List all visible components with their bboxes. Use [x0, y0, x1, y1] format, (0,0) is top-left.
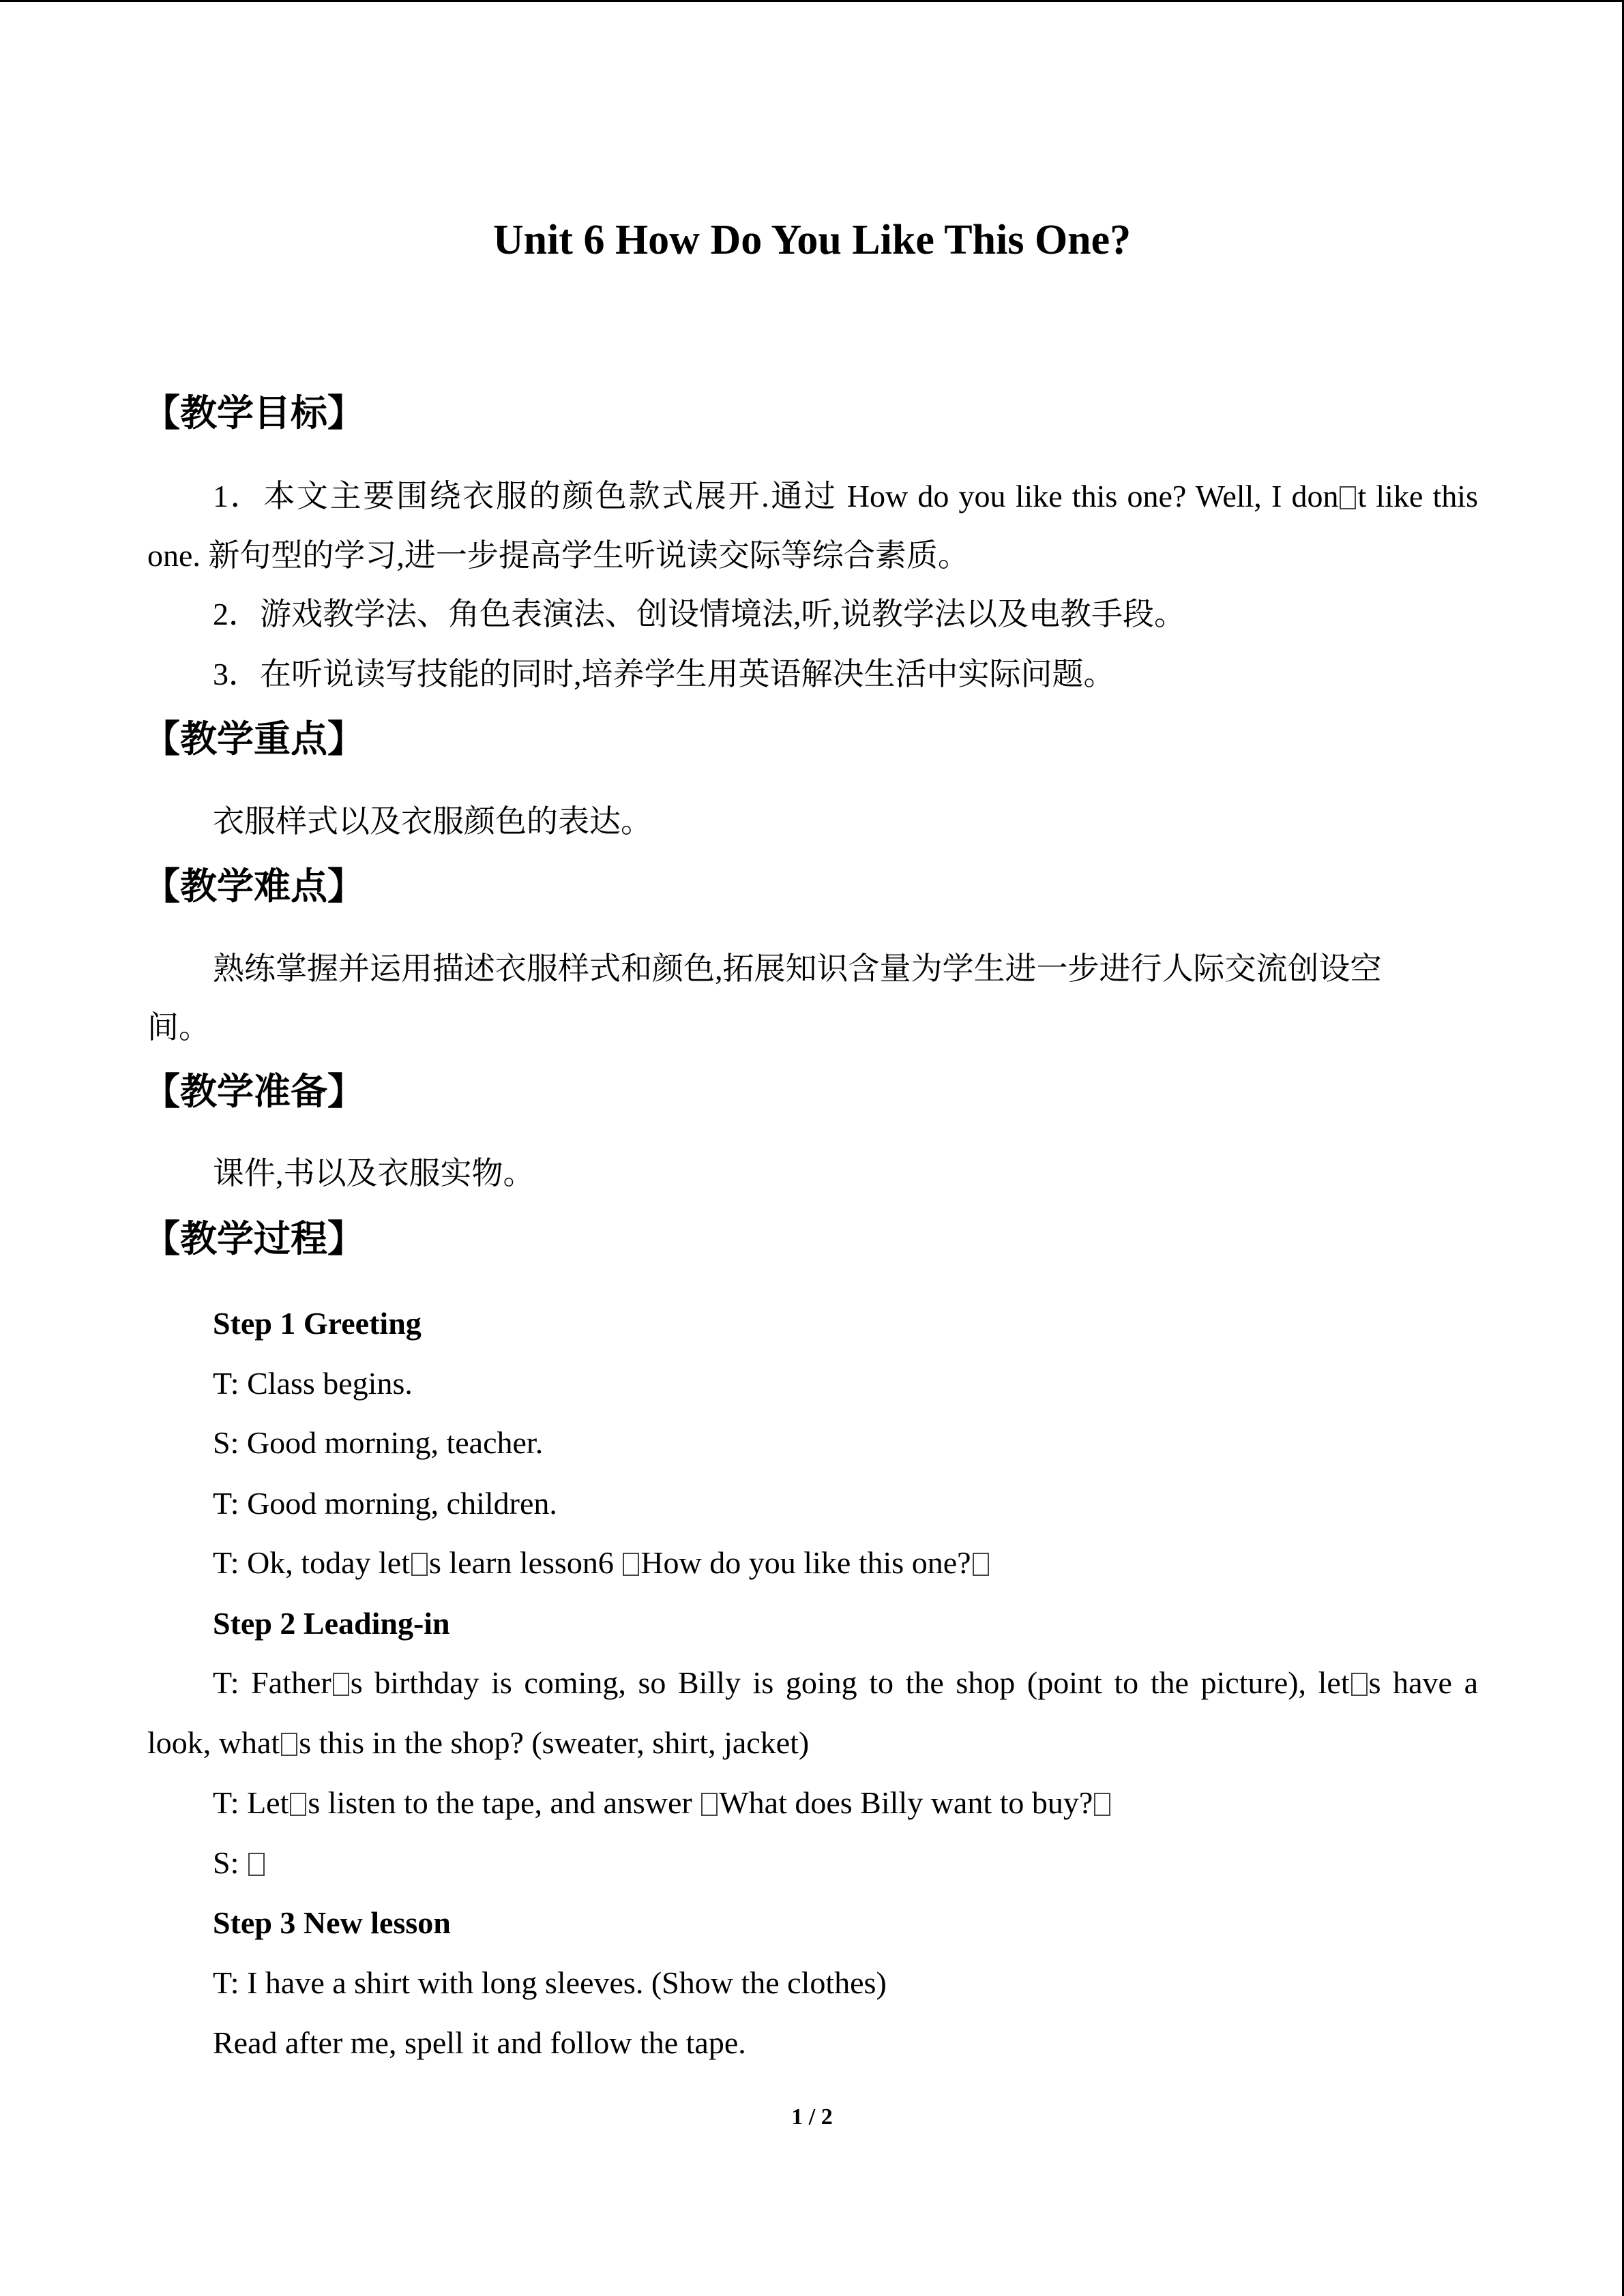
objective-item-1-line-1: 1．本文主要围绕衣服的颜色款式展开.通过 How do you like this one? Well, I don t like this [213, 479, 1478, 513]
step-2-line-3: T: Let s listen to the tape, and answer What does Billy want to buy? [213, 1782, 1112, 1824]
missing-glyph-box [248, 1853, 265, 1876]
step-3-line-1: T: I have a shirt with long sleeves. (Show the clothes) [213, 1965, 887, 2000]
step-1-title: Step 1 Greeting [213, 1306, 422, 1341]
key-points-text: 衣服样式以及衣服颜色的表达。 [213, 804, 652, 839]
key-points-heading: 【教学重点】 [143, 717, 364, 760]
preparation-heading: 【教学准备】 [143, 1070, 364, 1113]
step-3-title: Step 3 New lesson [213, 1905, 451, 1940]
missing-glyph-box [623, 1553, 639, 1576]
objective-item-2: 2．游戏教学法、角色表演法、创设情境法,听,说教学法以及电教手段。 [213, 597, 1185, 631]
step-2-line-4: S: [213, 1842, 266, 1884]
missing-glyph-box [973, 1553, 989, 1576]
step-1-line-2: S: Good morning, teacher. [213, 1425, 544, 1460]
missing-glyph-box [701, 1793, 718, 1816]
process-heading: 【教学过程】 [143, 1217, 364, 1260]
missing-glyph-box [1094, 1793, 1110, 1816]
objective-item-1-line-2: one. 新句型的学习,进一步提高学生听说读交际等综合素质。 [147, 538, 969, 573]
step-3-line-2: Read after me, spell it and follow the tape. [213, 2025, 746, 2060]
preparation-text: 课件,书以及衣服实物。 [213, 1156, 535, 1191]
document-title: Unit 6 How Do You Like This One? [492, 217, 1132, 263]
missing-glyph-box [1340, 486, 1356, 509]
missing-glyph-box [411, 1553, 428, 1576]
objective-item-3: 3．在听说读写技能的同时,培养学生用英语解决生活中实际问题。 [213, 657, 1115, 691]
missing-glyph-box [281, 1733, 297, 1756]
objectives-heading: 【教学目标】 [143, 391, 364, 434]
missing-glyph-box [1351, 1673, 1368, 1696]
missing-glyph-box [290, 1793, 306, 1816]
step-1-line-3: T: Good morning, children. [213, 1486, 557, 1521]
difficulties-heading: 【教学难点】 [143, 865, 364, 908]
page-border-top [0, 0, 1624, 2]
difficulties-line-2: 间。 [147, 1010, 210, 1045]
step-2-line-2: look, what s this in the shop? (sweater, shirt, jacket) [147, 1725, 810, 1760]
step-2-line-1: T: Father s birthday is coming, so Billy is going to the shop (point to the picture), let s have a [213, 1665, 1478, 1700]
page-number: 1 / 2 [791, 2104, 833, 2130]
missing-glyph-box [333, 1673, 349, 1696]
step-2-title: Step 2 Leading-in [213, 1606, 450, 1641]
difficulties-line-1: 熟练掌握并运用描述衣服样式和颜色,拓展知识含量为学生进一步进行人际交流创设空 [213, 951, 1382, 986]
step-1-line-1: T: Class begins. [213, 1366, 413, 1401]
step-1-line-4: T: Ok, today let s learn lesson6 How do you like this one? [213, 1542, 990, 1584]
